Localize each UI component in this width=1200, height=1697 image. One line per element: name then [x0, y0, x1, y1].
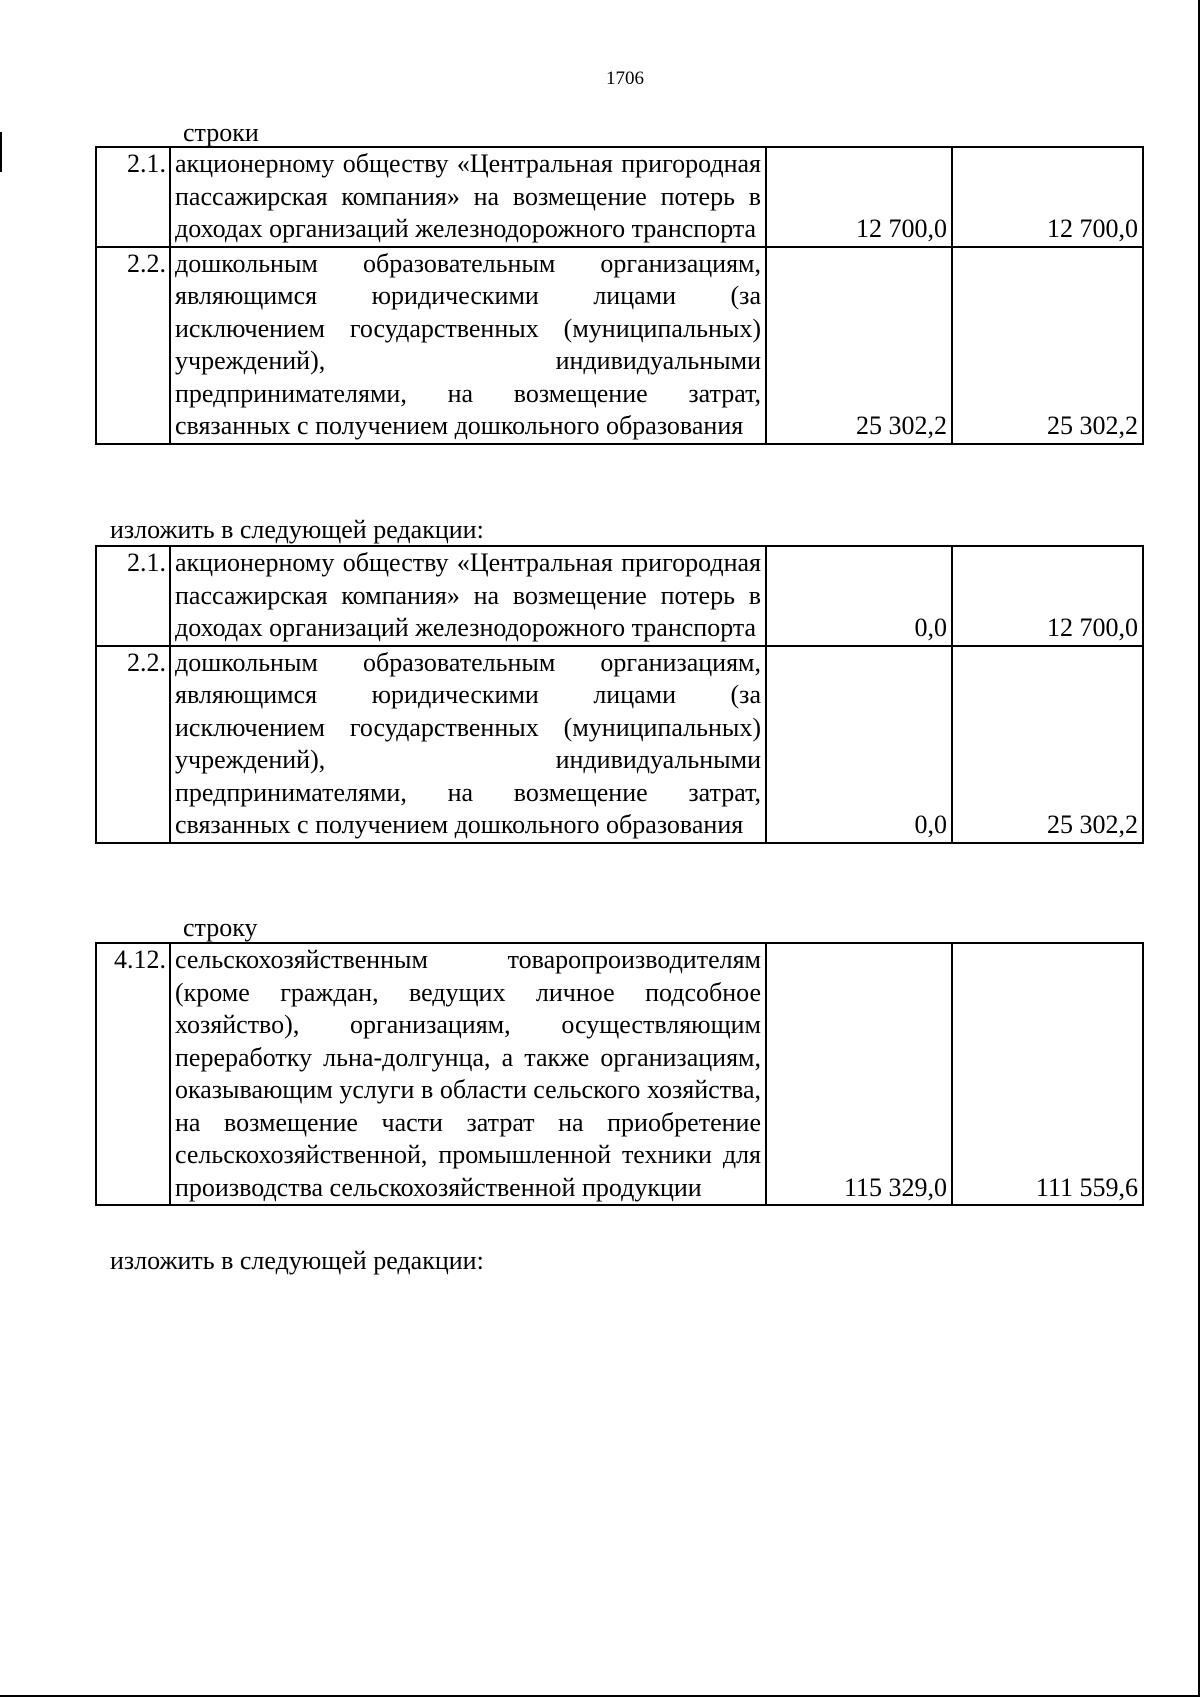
- row-value-2: 25 302,2: [952, 247, 1143, 444]
- row-value-1: 12 700,0: [766, 147, 952, 247]
- row-value-1: 25 302,2: [766, 247, 952, 444]
- table-row: [96, 147, 1143, 247]
- row-description: дошкольным образовательным организациям, являющимся юридическими лицами (за исключением государственных (муниципальных) учреждений), индивидуальными предпринимателями, на возмещение затрат, связанных с получением дошкольного образования: [170, 646, 766, 843]
- label-rows: строки: [183, 118, 259, 147]
- row-number: 2.2.: [96, 247, 170, 444]
- page-number: 1706: [606, 68, 644, 89]
- row-value-1: 0,0: [766, 646, 952, 843]
- row-description: сельскохозяйственным товаропроизводителям (кроме граждан, ведущих личное подсобное хозяйство), организациям, осуществляющим переработку льна-долгунца, а также организациям, оказывающим услуги в области сельского хозяйства, на возмещение части затрат на приобретение сельскохозяйственной, промышленной техники для производства сельскохозяйственной продукции: [170, 943, 766, 1205]
- scan-mark: [0, 132, 2, 172]
- row-value-2: 111 559,6: [952, 943, 1143, 1205]
- row-description: акционерному обществу «Центральная пригородная пассажирская компания» на возмещение потерь в доходах организаций железнодорожного транспорта: [170, 147, 766, 247]
- row-value-2: 12 700,0: [952, 546, 1143, 646]
- row-number: 2.2.: [96, 646, 170, 843]
- table-row: [96, 247, 1143, 444]
- table-new-rows: [95, 545, 1144, 844]
- label-replace-2: изложить в следующей редакции:: [110, 1246, 484, 1275]
- row-description: дошкольным образовательным организациям, являющимся юридическими лицами (за исключением государственных (муниципальных) учреждений), индивидуальными предпринимателями, на возмещение затрат, связанных с получением дошкольного образования: [170, 247, 766, 444]
- row-number: 4.12.: [96, 943, 170, 1205]
- row-number: 2.1.: [96, 147, 170, 247]
- label-row: строку: [183, 913, 258, 942]
- table-row: [96, 646, 1143, 843]
- row-value-1: 115 329,0: [766, 943, 952, 1205]
- table-row: [96, 546, 1143, 646]
- table-row-4-12: [95, 942, 1144, 1206]
- row-value-1: 0,0: [766, 546, 952, 646]
- row-number: 2.1.: [96, 546, 170, 646]
- table-old-rows: [95, 146, 1144, 445]
- table-row: [96, 943, 1143, 1205]
- row-description: акционерному обществу «Центральная пригородная пассажирская компания» на возмещение потерь в доходах организаций железнодорожного транспорта: [170, 546, 766, 646]
- label-replace-1: изложить в следующей редакции:: [110, 515, 484, 544]
- row-value-2: 25 302,2: [952, 646, 1143, 843]
- row-value-2: 12 700,0: [952, 147, 1143, 247]
